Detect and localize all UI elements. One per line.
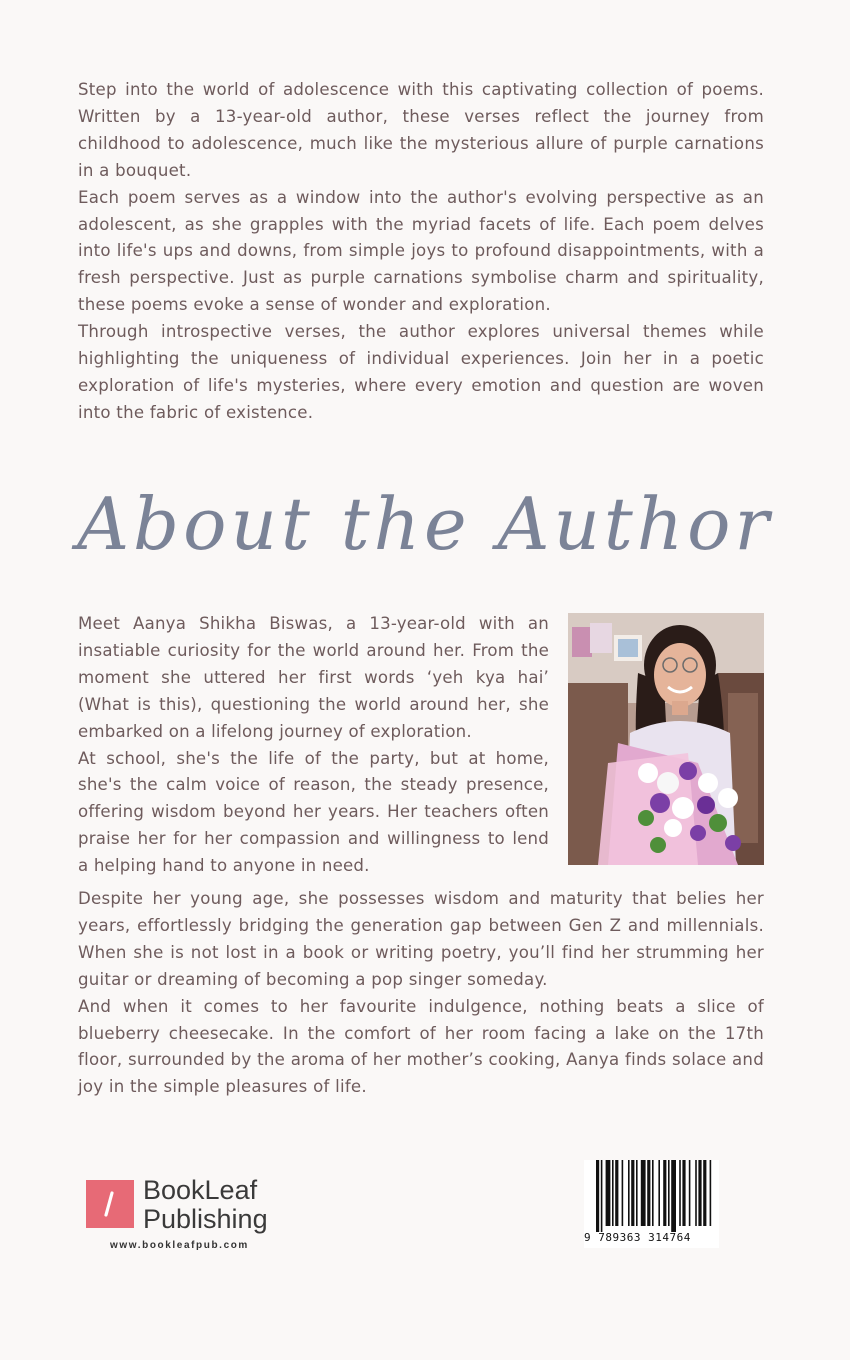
- author-photo-illustration: [568, 613, 764, 865]
- bookleaf-logo-icon: [86, 1180, 134, 1228]
- author-paragraph: Despite her young age, she possesses wisdom and maturity that belies her years, effortlessly bridging the generation gap between Gen Z and millennials. When she is not lost in a book or writing poetry, you’ll find her strumming her guitar or dreaming of becoming a pop singer someday.: [78, 889, 764, 989]
- author-intro: [78, 611, 549, 880]
- barcode-bars: [584, 1160, 719, 1232]
- blurb-paragraph: Through introspective verses, the author explores universal themes while highlighting the uniqueness of individual experiences. Join her in a poetic exploration of life's mysteries, where every emotion and question are woven into the fabric of existence.: [78, 322, 764, 422]
- back-cover-blurb: [78, 77, 764, 427]
- publisher-name: BookLeaf: [143, 1175, 258, 1205]
- publisher-url: www.bookleafpub.com: [110, 1240, 249, 1251]
- isbn-digits: 9 789363 314764: [584, 1231, 691, 1244]
- publisher-subtitle: Publishing: [143, 1204, 268, 1234]
- author-more: [78, 886, 764, 1101]
- author-paragraph: At school, she's the life of the party, but at home, she's the calm voice of reason, the steady presence, offering wisdom beyond her years. Her teachers often praise her for her compassion and willingness to lend a helping hand to anyone in need.: [78, 748, 549, 876]
- blurb-paragraph: Each poem serves as a window into the author's evolving perspective as an adolescent, as she grapples with the myriad facets of life. Each poem delves into life's ups and downs, from simple joys to profound disappointments, with a fresh perspective. Just as purple carnations symbolise charm and spirituality, these poems evoke a sense of wonder and exploration.: [78, 187, 764, 315]
- author-photo: [568, 613, 764, 865]
- blurb-paragraph: Step into the world of adolescence with this captivating collection of poems. Written by a 13-year-old author, these verses reflect the journey from childhood to adolescence, much like the mysterious allure of purple carnations in a bouquet.: [78, 80, 764, 180]
- author-paragraph: Meet Aanya Shikha Biswas, a 13-year-old with an insatiable curiosity for the world around her. From the moment she uttered her first words ‘yeh kya hai’ (What is this), questioning the world around her, she embarked on a lifelong journey of exploration.: [78, 614, 549, 741]
- author-paragraph: And when it comes to her favourite indulgence, nothing beats a slice of blueberry cheesecake. In the comfort of her room facing a lake on the 17th floor, surrounded by the aroma of her mother’s cooking, Aanya finds solace and joy in the simple pleasures of life.: [78, 996, 764, 1097]
- isbn-barcode: [584, 1160, 719, 1248]
- about-author-heading: About the Author: [77, 482, 773, 566]
